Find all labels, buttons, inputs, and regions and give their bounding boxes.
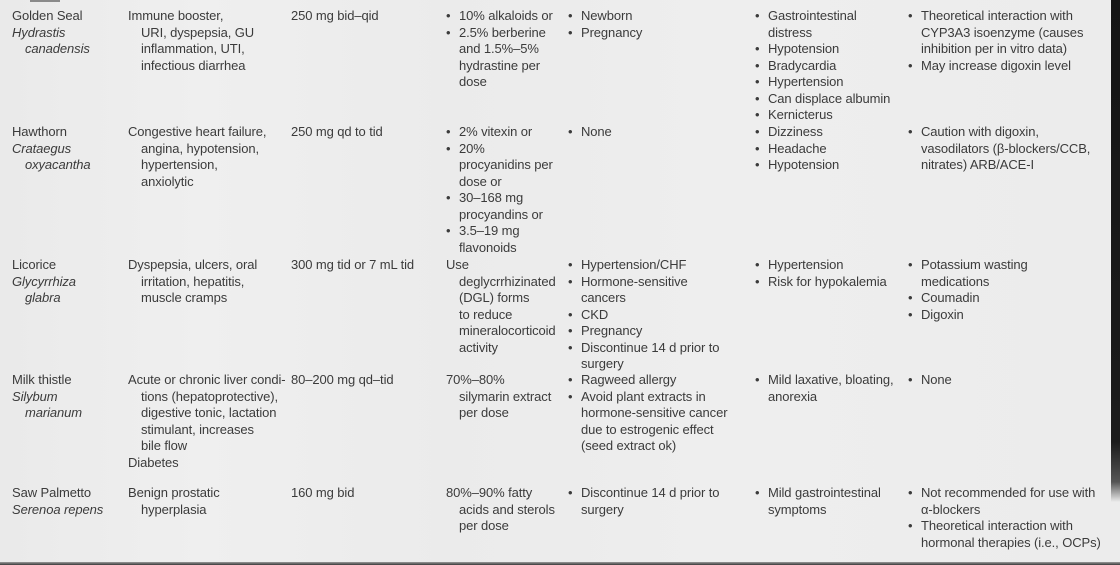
text-line: dose: [459, 74, 487, 89]
cell-adverse-effects: [755, 485, 907, 518]
text-line: Potassium wasting: [921, 257, 1028, 272]
cell-standardization: [446, 124, 564, 256]
cell-interactions: [908, 8, 1114, 74]
bullet-icon: •: [568, 485, 573, 500]
text-line: oxyacantha: [25, 157, 91, 172]
text-line: infectious diarrhea: [141, 57, 246, 73]
bulleted-text-line: [755, 485, 907, 502]
text-line: inflammation, UTI,: [141, 41, 245, 56]
page-gutter-shadow: [1111, 0, 1120, 502]
text-line: tions (hepatoprotective),: [141, 388, 278, 404]
cell-standardization: [446, 257, 564, 356]
bulleted-text-line: [446, 124, 564, 141]
text-line: 70%–80%: [446, 372, 505, 387]
text-line: medications: [921, 273, 990, 289]
text-line: CYP3A3 isoenzyme (causes: [921, 24, 1084, 40]
text-line: Pregnancy: [581, 24, 643, 40]
text-line: Hydrastis: [12, 24, 66, 40]
text-line: canadensis: [25, 41, 90, 56]
bulleted-text-line: [908, 257, 1114, 274]
bulleted-text-line: [568, 485, 750, 502]
bulleted-text-line: [755, 157, 907, 174]
cell-interactions: [908, 124, 1114, 174]
bullet-icon: •: [908, 485, 913, 500]
bullet-icon: •: [568, 339, 573, 355]
bullet-icon: •: [568, 257, 573, 272]
text-line: Theoretical interaction with: [921, 8, 1073, 23]
bullet-icon: •: [908, 57, 913, 73]
text-line: Saw Palmetto: [12, 485, 92, 500]
bulleted-text-line: [568, 307, 750, 324]
text-line: Caution with digoxin,: [921, 124, 1039, 139]
bulleted-text-line: [755, 257, 907, 274]
bullet-icon: •: [755, 8, 760, 23]
cell-adverse-effects: [755, 8, 907, 124]
cell-contraindications: [568, 257, 750, 373]
scan-artifact-top: [30, 0, 60, 2]
text-line: 3.5–19 mg: [459, 223, 520, 238]
bullet-icon: •: [755, 273, 760, 289]
bullet-icon: •: [908, 290, 913, 305]
text-line: stimulant, increases: [141, 421, 254, 437]
text-line: Hypotension: [768, 41, 840, 56]
text-line: nitrates) ARB/ACE-I: [921, 157, 1034, 172]
text-line: marianum: [25, 405, 82, 420]
text-line: digestive tonic, lactation: [141, 405, 277, 420]
text-line: irritation, hepatitis,: [141, 273, 245, 289]
cell-interactions: [908, 372, 1114, 389]
text-line: Hypertension/CHF: [581, 257, 687, 272]
bulleted-text-line: [908, 518, 1114, 535]
text-line: hyperplasia: [141, 501, 207, 517]
bulleted-text-line: [908, 58, 1114, 75]
bulleted-text-line: [755, 107, 907, 124]
text-line: per dose: [459, 405, 509, 420]
bulleted-text-line: [568, 25, 750, 42]
bullet-icon: •: [908, 8, 913, 23]
cell-indications: [128, 372, 294, 471]
text-line: inhibition per in vitro data): [921, 41, 1067, 56]
text-line: 80–200 mg qd–tid: [291, 372, 394, 387]
text-line: Hypotension: [768, 157, 840, 172]
text-line: 2.5% berberine: [459, 24, 546, 40]
text-line: (seed extract ok): [581, 438, 677, 453]
text-line: Diabetes: [128, 454, 179, 470]
bulleted-text-line: [446, 190, 564, 207]
bullet-icon: •: [908, 257, 913, 272]
text-line: Bradycardia: [768, 57, 837, 73]
cell-herb: [12, 8, 124, 58]
text-line: distress: [768, 24, 812, 40]
bullet-icon: •: [568, 306, 573, 322]
text-line: due to estrogenic effect: [581, 421, 714, 437]
bulleted-text-line: [568, 372, 750, 389]
text-line: Milk thistle: [12, 372, 72, 387]
cell-contraindications: [568, 8, 750, 41]
text-line: Newborn: [581, 8, 633, 23]
cell-herb: [12, 257, 124, 307]
bullet-icon: •: [446, 8, 451, 23]
text-line: anorexia: [768, 388, 818, 404]
text-line: 300 mg tid or 7 mL tid: [291, 257, 415, 272]
text-line: vasodilators (β-blockers/CCB,: [921, 140, 1091, 156]
text-line: Benign prostatic: [128, 485, 220, 500]
text-line: flavonoids: [459, 239, 517, 255]
text-line: Dyspepsia, ulcers, oral: [128, 257, 258, 272]
bulleted-text-line: [755, 74, 907, 91]
bulleted-text-line: [908, 290, 1114, 307]
text-line: hormone-sensitive cancer: [581, 405, 728, 420]
bulleted-text-line: [755, 124, 907, 141]
cell-herb: [12, 372, 124, 422]
cell-standardization: [446, 8, 564, 91]
bullet-icon: •: [755, 372, 760, 387]
cell-dosage: [291, 257, 443, 274]
cell-dosage: [291, 372, 443, 389]
bullet-icon: •: [446, 24, 451, 40]
bulleted-text-line: [568, 257, 750, 274]
bulleted-text-line: [755, 274, 907, 291]
text-line: Acute or chronic liver condi-: [128, 372, 286, 387]
bullet-icon: •: [568, 372, 573, 387]
bulleted-text-line: [446, 141, 564, 158]
text-line: Gastrointestinal: [768, 8, 857, 23]
text-line: surgery: [581, 501, 624, 517]
text-line: None: [581, 124, 612, 139]
text-line: Avoid plant extracts in: [581, 388, 706, 404]
bullet-icon: •: [908, 306, 913, 322]
bullet-icon: •: [568, 8, 573, 23]
text-line: procyandins or: [459, 206, 543, 222]
text-line: silymarin extract: [459, 388, 552, 404]
bullet-icon: •: [755, 257, 760, 272]
text-line: Can displace albumin: [768, 90, 891, 106]
text-line: (DGL) forms: [459, 290, 530, 305]
text-line: Hypertension: [768, 257, 844, 272]
text-line: Hypertension: [768, 74, 844, 89]
text-line: dose or: [459, 173, 502, 189]
bullet-icon: •: [908, 518, 913, 533]
bullet-icon: •: [755, 157, 760, 172]
text-line: Kernicterus: [768, 107, 833, 122]
text-line: bile flow: [141, 438, 188, 453]
text-line: Ragweed allergy: [581, 372, 677, 387]
bullet-icon: •: [568, 24, 573, 40]
text-line: Hormone-sensitive: [581, 273, 688, 289]
text-line: Licorice: [12, 257, 56, 272]
text-line: Mild gastrointestinal: [768, 485, 881, 500]
text-line: Silybum: [12, 388, 58, 404]
bulleted-text-line: [755, 141, 907, 158]
text-line: activity: [459, 339, 498, 355]
text-line: Crataegus: [12, 140, 72, 156]
cell-contraindications: [568, 485, 750, 518]
bulleted-text-line: [568, 340, 750, 357]
text-line: Congestive heart failure,: [128, 124, 267, 139]
bulleted-text-line: [568, 8, 750, 25]
text-line: and 1.5%–5%: [459, 41, 539, 56]
text-line: 160 mg bid: [291, 485, 355, 500]
text-line: CKD: [581, 306, 609, 322]
text-line: Pregnancy: [581, 323, 643, 338]
text-line: hypertension,: [141, 157, 218, 172]
cell-standardization: [446, 485, 564, 535]
bulleted-text-line: [568, 389, 750, 406]
text-line: Not recommended for use with: [921, 485, 1096, 500]
bulleted-text-line: [908, 8, 1114, 25]
text-line: Discontinue 14 d prior to: [581, 339, 720, 355]
bulleted-text-line: [755, 372, 907, 389]
text-line: acids and sterols: [459, 501, 555, 517]
text-line: Digoxin: [921, 306, 964, 322]
text-line: Mild laxative, bloating,: [768, 372, 894, 387]
text-line: Headache: [768, 140, 827, 156]
bulleted-text-line: [446, 8, 564, 25]
text-line: surgery: [581, 356, 624, 371]
bulleted-text-line: [755, 41, 907, 58]
text-line: 20%: [459, 140, 485, 156]
cell-adverse-effects: [755, 257, 907, 290]
text-line: Use: [446, 257, 469, 272]
text-line: glabra: [25, 290, 61, 305]
text-line: Risk for hypokalemia: [768, 273, 887, 289]
cell-contraindications: [568, 372, 750, 455]
text-line: Dizziness: [768, 124, 823, 139]
text-line: Theoretical interaction with: [921, 518, 1073, 533]
bullet-icon: •: [908, 372, 913, 387]
bulleted-text-line: [755, 58, 907, 75]
text-line: 250 mg bid–qid: [291, 8, 379, 23]
cell-contraindications: [568, 124, 750, 141]
bulleted-text-line: [568, 124, 750, 141]
bulleted-text-line: [568, 274, 750, 291]
text-line: Coumadin: [921, 290, 980, 305]
cell-standardization: [446, 372, 564, 422]
bullet-icon: •: [755, 41, 760, 56]
cell-indications: [128, 485, 294, 518]
bullet-icon: •: [446, 140, 451, 156]
bullet-icon: •: [446, 190, 451, 205]
bulleted-text-line: [908, 485, 1114, 502]
bulleted-text-line: [908, 307, 1114, 324]
cell-interactions: [908, 485, 1114, 551]
bullet-icon: •: [568, 273, 573, 289]
text-line: 80%–90% fatty: [446, 485, 533, 500]
text-line: 250 mg qd to tid: [291, 124, 383, 139]
bullet-icon: •: [755, 57, 760, 73]
cell-herb: [12, 485, 124, 518]
cell-dosage: [291, 485, 443, 502]
text-line: cancers: [581, 290, 626, 305]
text-line: angina, hypotension,: [141, 140, 259, 156]
text-line: procyanidins per: [459, 157, 553, 172]
bulleted-text-line: [446, 25, 564, 42]
cell-indications: [128, 124, 294, 190]
text-line: deglycrrhizinated: [459, 273, 556, 289]
bullet-icon: •: [755, 124, 760, 139]
bullet-icon: •: [755, 74, 760, 89]
text-line: Immune booster,: [128, 8, 224, 23]
text-line: muscle cramps: [141, 290, 228, 305]
text-line: hydrastine per: [459, 57, 540, 73]
text-line: Glycyrrhiza: [12, 273, 76, 289]
text-line: Hawthorn: [12, 124, 67, 139]
bullet-icon: •: [446, 223, 451, 238]
text-line: URI, dyspepsia, GU: [141, 24, 255, 40]
text-line: per dose: [459, 518, 509, 533]
bullet-icon: •: [755, 485, 760, 500]
text-line: Serenoa repens: [12, 501, 104, 517]
text-line: 10% alkaloids or: [459, 8, 553, 23]
text-line: hormonal therapies (i.e., OCPs): [921, 534, 1101, 550]
cell-herb: [12, 124, 124, 174]
cell-interactions: [908, 257, 1114, 323]
bulleted-text-line: [908, 372, 1114, 389]
cell-indications: [128, 257, 294, 307]
bullet-icon: •: [755, 90, 760, 106]
bulleted-text-line: [755, 91, 907, 108]
text-line: to reduce: [459, 306, 513, 322]
bullet-icon: •: [908, 124, 913, 139]
bullet-icon: •: [568, 323, 573, 338]
cell-dosage: [291, 8, 443, 25]
bulleted-text-line: [446, 223, 564, 240]
text-line: anxiolytic: [141, 173, 194, 189]
bullet-icon: •: [568, 388, 573, 404]
text-line: None: [921, 372, 952, 387]
text-line: 2% vitexin or: [459, 124, 533, 139]
bullet-icon: •: [755, 107, 760, 122]
bulleted-text-line: [755, 8, 907, 25]
text-line: 30–168 mg: [459, 190, 524, 205]
bullet-icon: •: [446, 124, 451, 139]
text-line: mineralocorticoid: [459, 323, 556, 338]
text-line: α-blockers: [921, 501, 981, 517]
text-line: May increase digoxin level: [921, 57, 1071, 73]
text-line: symptoms: [768, 501, 827, 517]
cell-adverse-effects: [755, 372, 907, 405]
cell-adverse-effects: [755, 124, 907, 174]
bulleted-text-line: [568, 323, 750, 340]
text-line: Discontinue 14 d prior to: [581, 485, 720, 500]
bullet-icon: •: [568, 124, 573, 139]
text-line: Golden Seal: [12, 8, 83, 23]
bulleted-text-line: [908, 124, 1114, 141]
cell-indications: [128, 8, 294, 74]
bullet-icon: •: [755, 140, 760, 156]
cell-dosage: [291, 124, 443, 141]
